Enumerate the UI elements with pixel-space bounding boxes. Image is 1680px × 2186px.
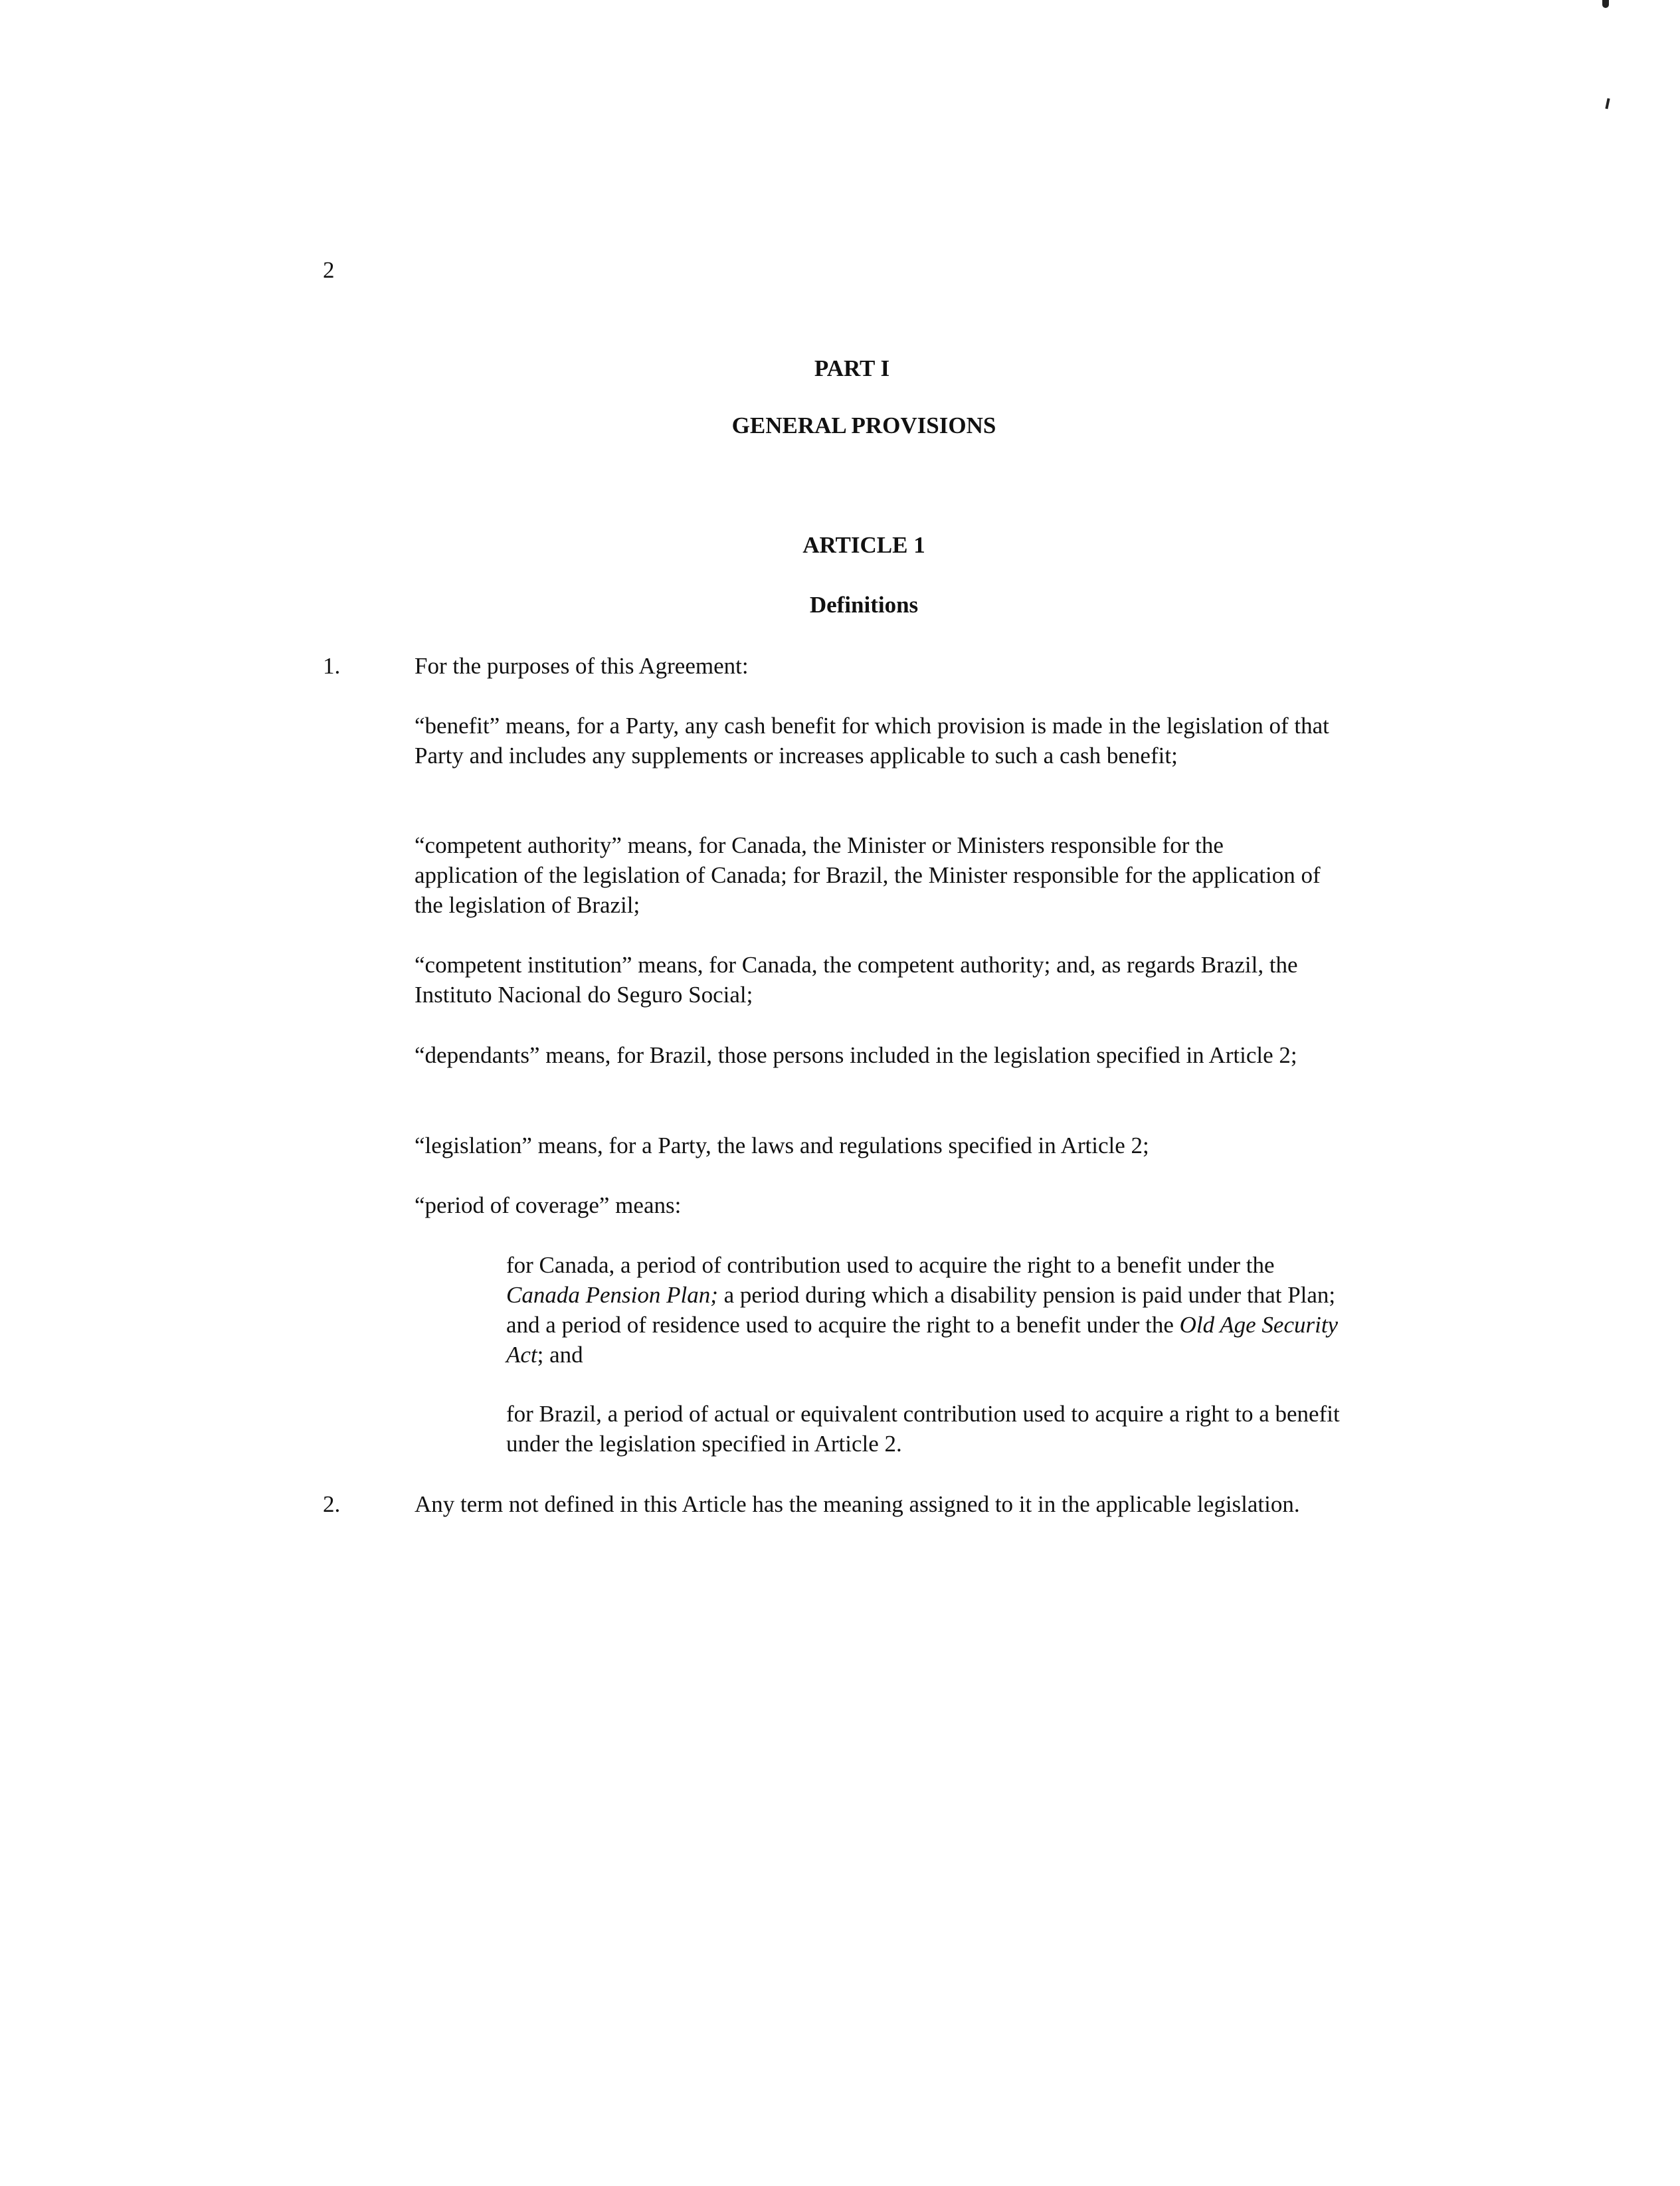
- article-heading: ARTICLE 1: [802, 532, 925, 558]
- definition-period-of-coverage: “period of coverage” means:: [415, 1192, 682, 1218]
- canada-pension-plan-title: Canada Pension Plan;: [506, 1282, 718, 1308]
- definition-benefit: “benefit” means, for a Party, any cash benefit for which provision is made in the legislation of that Party and includes any supplements or increases applicable to such a cash benefit;: [415, 713, 1329, 769]
- definition-competent-authority: “competent authority” means, for Canada, the Minister or Ministers responsible for the application of the legislation of Canada; for Brazil, the Minister responsible for the application of the legislation of Brazil;: [415, 832, 1321, 918]
- canada-text-part: ; and: [537, 1342, 583, 1368]
- article-title: Definitions: [809, 592, 919, 618]
- item-2-text: Any term not defined in this Article has the meaning assigned to it in the applicable legislation.: [415, 1491, 1300, 1517]
- definition-competent-institution: “competent institution” means, for Canada, the competent authority; and, as regards Brazil, the Instituto Nacional do Seguro Social;: [415, 952, 1298, 1008]
- scan-artifact-mark: [1602, 0, 1609, 8]
- canada-text-part: a period during which a disability pension is paid under that Plan; and a period of residence used to acquire the right to a benefit under the: [506, 1282, 1336, 1338]
- period-of-coverage-canada: [506, 1250, 1343, 1370]
- page-number: 2: [323, 257, 335, 283]
- canada-text-part: for Canada, a period of contribution used to acquire the right to a benefit under the: [506, 1252, 1275, 1278]
- item-1-lead: For the purposes of this Agreement:: [415, 653, 749, 679]
- period-of-coverage-brazil: for Brazil, a period of actual or equivalent contribution used to acquire a right to a benefit under the legislation specified in Article 2.: [506, 1401, 1340, 1457]
- item-1-number: 1.: [323, 653, 341, 679]
- item-2-paragraph: [323, 1489, 1359, 1519]
- definition-legislation: “legislation” means, for a Party, the laws and regulations specified in Article 2;: [415, 1133, 1149, 1158]
- part-heading: PART I: [814, 355, 890, 381]
- old-age-security-act-title: Old Age Security Act: [506, 1312, 1339, 1368]
- part-title: GENERAL PROVISIONS: [731, 412, 996, 438]
- item-2-number: 2.: [323, 1491, 341, 1517]
- scan-artifact-mark: [1605, 98, 1610, 109]
- definition-dependants: “dependants” means, for Brazil, those persons included in the legislation specified in Article 2;: [415, 1042, 1297, 1068]
